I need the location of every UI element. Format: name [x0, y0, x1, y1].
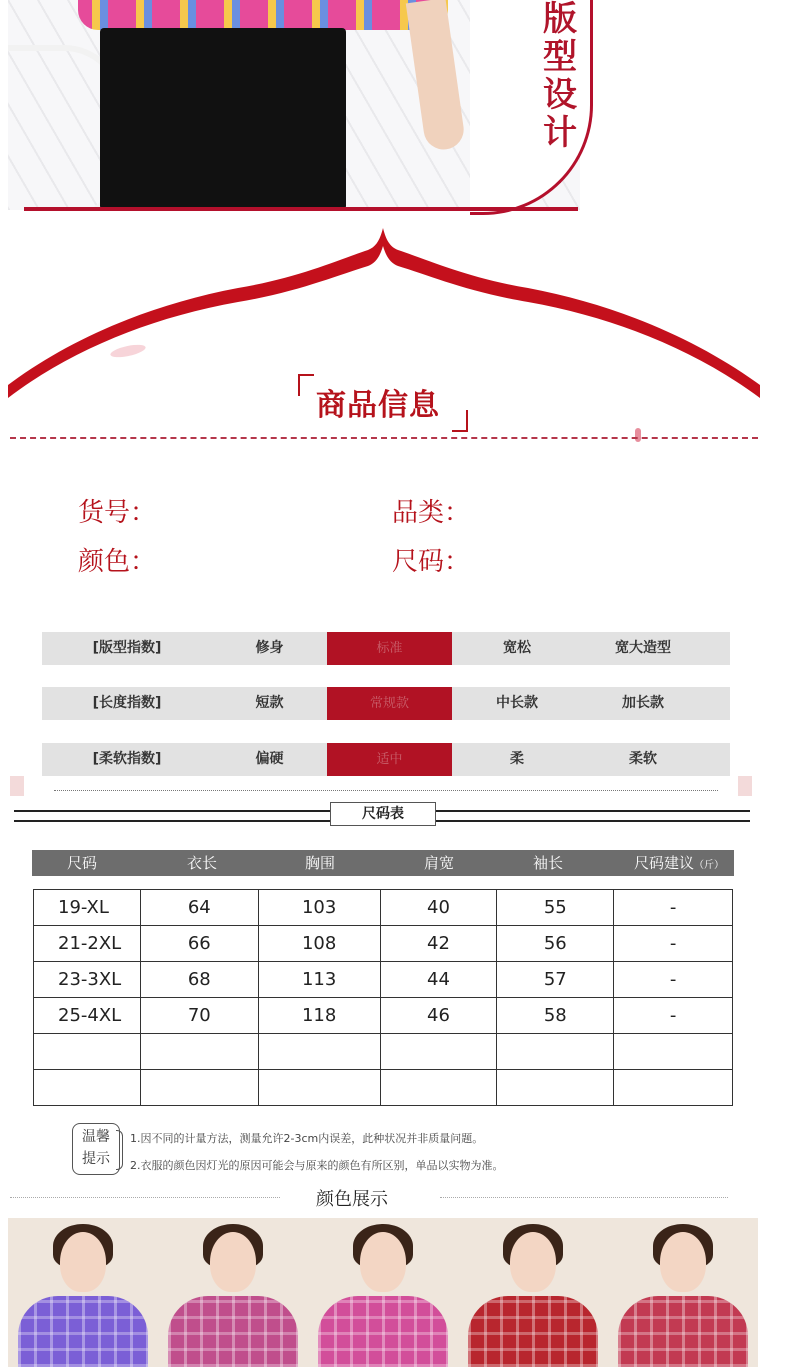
table-cell: [34, 1070, 141, 1106]
index-option: 宽大造型: [615, 640, 671, 656]
shirt-swatch: [468, 1296, 598, 1367]
tips-badge: [72, 1123, 120, 1175]
size-chart-title: 尺码表: [330, 802, 436, 826]
vertical-char: 设: [543, 75, 577, 115]
black-pants: [100, 28, 346, 210]
table-cell: 42: [380, 926, 497, 962]
tip-line-1: 1.因不同的计量方法，测量允许2-3cm内误差，此种状况并非质量问题。: [130, 1132, 484, 1145]
dotted-divider: [54, 790, 718, 791]
face: [210, 1232, 256, 1292]
table-cell: 56: [497, 926, 614, 962]
table-cell: 46: [380, 998, 497, 1034]
fit-index-row: [42, 632, 730, 665]
color-photo-strip: [8, 1218, 758, 1367]
shirt-swatch: [318, 1296, 448, 1367]
table-cell: 21-2XL: [34, 926, 141, 962]
column-header-unit: （斤）: [694, 860, 724, 871]
table-cell: 19-XL: [34, 890, 141, 926]
index-option-selected: 适中: [327, 743, 452, 776]
face: [660, 1232, 706, 1292]
index-option: 宽松: [503, 640, 531, 656]
column-header-advice: [624, 850, 734, 876]
table-cell: 58: [497, 998, 614, 1034]
table-cell: [614, 1034, 733, 1070]
table-cell: [258, 1034, 380, 1070]
table-cell: [34, 1034, 141, 1070]
tip-line-2: 2.衣服的颜色因灯光的原因可能会与原来的颜色有所区别，单品以实物为准。: [130, 1159, 504, 1172]
column-header: 尺码建议: [633, 854, 694, 872]
dashed-divider: [10, 437, 758, 439]
faint-decoration: [10, 776, 24, 796]
item-number-label: 货号：: [78, 498, 157, 528]
tips-label: 温馨: [82, 1129, 110, 1145]
category-label: 品类：: [392, 498, 471, 528]
table-cell: [140, 1034, 258, 1070]
table-cell: [497, 1034, 614, 1070]
table-cell: [497, 1070, 614, 1106]
shirt-swatch: [18, 1296, 148, 1367]
color-photo: [308, 1218, 458, 1367]
dotted-divider: [10, 1197, 280, 1198]
table-cell: [140, 1070, 258, 1106]
banner-underline: [24, 207, 578, 211]
section-title: 商品信息: [316, 388, 440, 423]
shirt-swatch: [618, 1296, 748, 1367]
vertical-char: 版: [543, 0, 577, 39]
brush-stroke: [635, 428, 641, 442]
vertical-char: 型: [543, 37, 577, 77]
table-row: [34, 1034, 733, 1070]
table-cell: -: [614, 998, 733, 1034]
table-cell: [614, 1070, 733, 1106]
index-option: 加长款: [622, 695, 664, 711]
plaid-shirt-hem: [78, 0, 448, 30]
size-label: 尺码：: [392, 547, 471, 577]
face: [360, 1232, 406, 1292]
table-cell: 70: [140, 998, 258, 1034]
red-arc-divider: [8, 220, 760, 400]
table-cell: 68: [140, 962, 258, 998]
column-header: 尺码: [66, 854, 97, 872]
table-cell: 55: [497, 890, 614, 926]
table-cell: 40: [380, 890, 497, 926]
column-header: 袖长: [532, 854, 563, 872]
length-index-row: [42, 687, 730, 720]
table-row: [34, 926, 733, 962]
shirt-swatch: [168, 1296, 298, 1367]
index-option-selected: 常规款: [327, 687, 452, 720]
table-cell: 25-4XL: [34, 998, 141, 1034]
vertical-char: 计: [543, 113, 577, 153]
table-cell: 44: [380, 962, 497, 998]
table-cell: 103: [258, 890, 380, 926]
table-cell: -: [614, 926, 733, 962]
table-cell: 113: [258, 962, 380, 998]
table-cell: 66: [140, 926, 258, 962]
table-cell: -: [614, 890, 733, 926]
table-row: [34, 1070, 733, 1106]
table-row: [34, 890, 733, 926]
table-cell: 57: [497, 962, 614, 998]
index-label: [版型指数]: [92, 640, 162, 656]
title-bracket-right: [452, 410, 468, 432]
table-cell: 108: [258, 926, 380, 962]
index-label: [柔软指数]: [92, 751, 162, 767]
index-label: [长度指数]: [92, 695, 162, 711]
color-photo: [8, 1218, 158, 1367]
table-cell: [380, 1070, 497, 1106]
column-header: 胸围: [304, 854, 335, 872]
index-option: 偏硬: [255, 751, 284, 767]
table-row: [34, 998, 733, 1034]
color-photo: [158, 1218, 308, 1367]
softness-index-row: [42, 743, 730, 776]
table-cell: 118: [258, 998, 380, 1034]
color-photo: [608, 1218, 758, 1367]
tips-bracket: [116, 1130, 123, 1170]
table-cell: 64: [140, 890, 258, 926]
fit-design-vertical-text: [540, 0, 580, 152]
table-cell: -: [614, 962, 733, 998]
face: [510, 1232, 556, 1292]
column-header: 衣长: [186, 854, 217, 872]
index-option: 修身: [255, 640, 284, 656]
color-label: 颜色：: [78, 547, 157, 577]
faint-decoration: [738, 776, 752, 796]
table-cell: 23-3XL: [34, 962, 141, 998]
table-cell: [380, 1034, 497, 1070]
size-chart-table: [33, 889, 733, 1106]
face: [60, 1232, 106, 1292]
color-photo: [458, 1218, 608, 1367]
table-cell: [258, 1070, 380, 1106]
index-option: 柔软: [629, 751, 657, 767]
tips-label: 提示: [82, 1151, 110, 1167]
title-bracket-left: [298, 374, 314, 396]
index-option: 柔: [510, 751, 524, 767]
color-display-title: 颜色展示: [316, 1189, 388, 1210]
dotted-divider: [440, 1197, 728, 1198]
column-header: 肩宽: [423, 854, 454, 872]
model-arm: [406, 0, 466, 152]
table-row: [34, 962, 733, 998]
index-option: 中长款: [496, 695, 538, 711]
index-option-selected: 标准: [327, 632, 452, 665]
size-chart-header: [32, 850, 734, 876]
index-option: 短款: [255, 695, 284, 711]
